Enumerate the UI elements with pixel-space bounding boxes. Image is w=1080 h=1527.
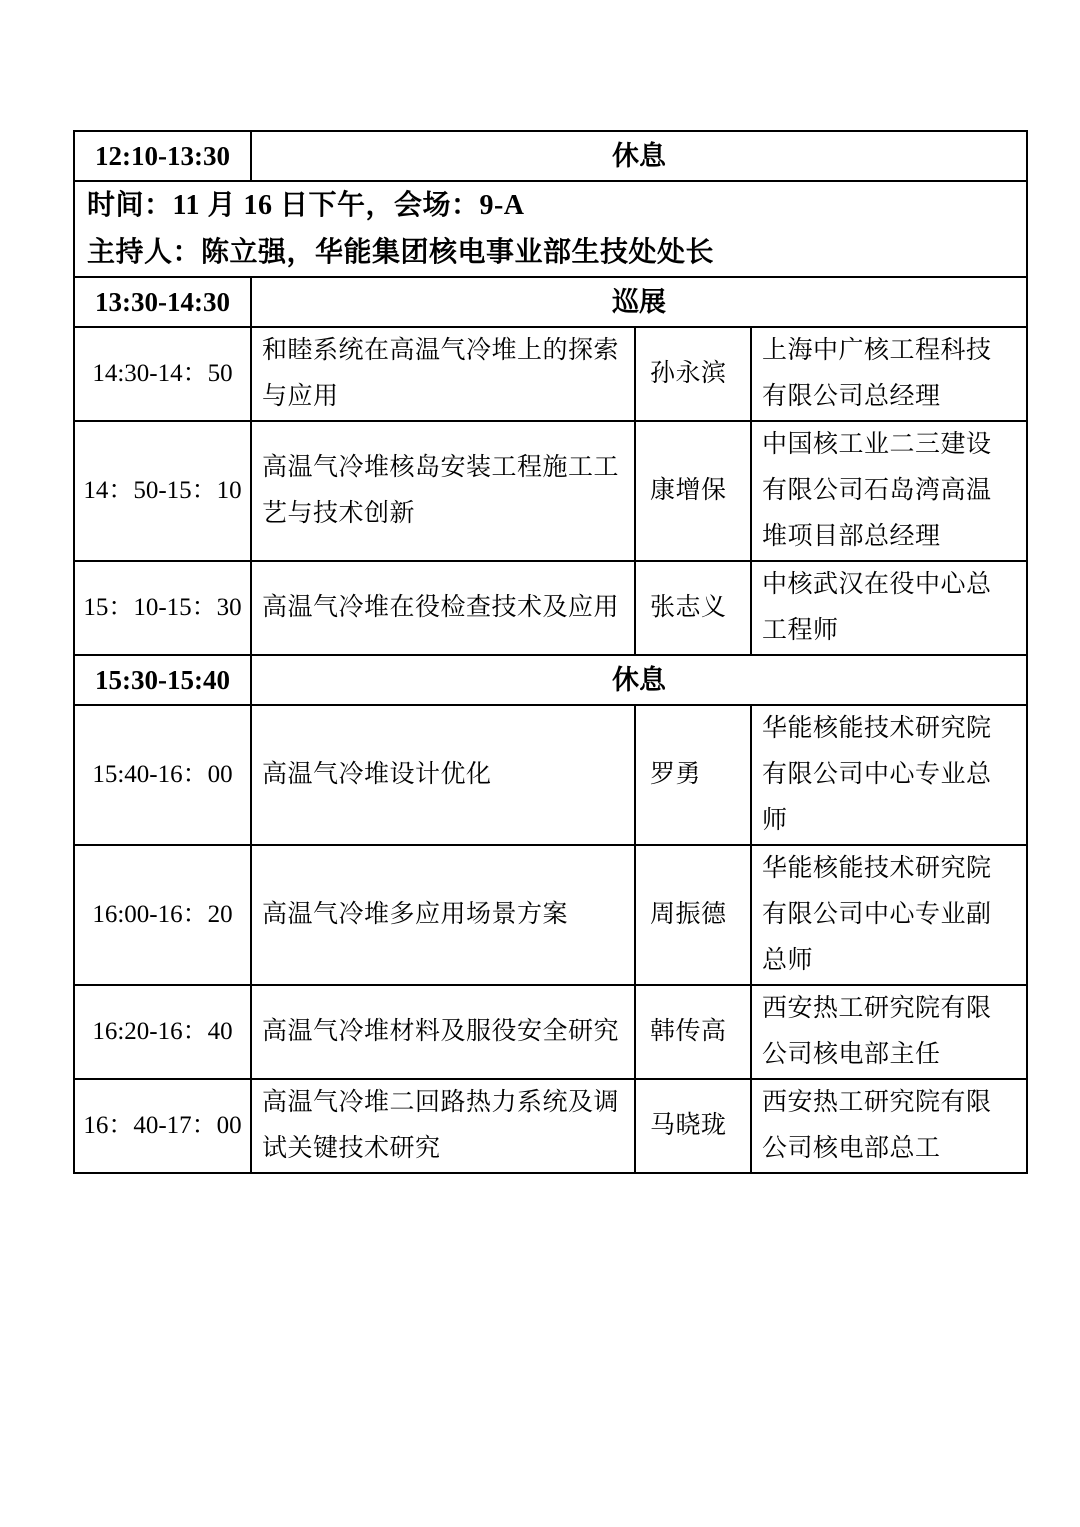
tour-row (74, 277, 1027, 327)
session-speaker: 罗勇 (635, 705, 751, 845)
session-affiliation: 华能核能技术研究院有限公司中心专业总师 (751, 705, 1027, 845)
session-time: 14:30-14：50 (74, 327, 251, 421)
session-chair: 主持人：陈立强，华能集团核电事业部生技处处长 (87, 237, 715, 268)
session-header-cell (74, 181, 1027, 277)
session-affiliation: 上海中广核工程科技有限公司总经理 (751, 327, 1027, 421)
session-header-row (74, 181, 1027, 277)
session-speaker: 周振德 (635, 845, 751, 985)
session-speaker: 韩传高 (635, 985, 751, 1079)
session-affiliation: 中核武汉在役中心总工程师 (751, 561, 1027, 655)
session-time: 14：50-15：10 (74, 421, 251, 561)
break-1-label: 休息 (251, 131, 1027, 181)
session-affiliation: 中国核工业二三建设有限公司石岛湾高温堆项目部总经理 (751, 421, 1027, 561)
session-title: 和睦系统在高温气冷堆上的探索与应用 (251, 327, 635, 421)
session-time-venue: 时间：11 月 16 日下午，会场：9-A (87, 190, 525, 221)
session-affiliation: 华能核能技术研究院有限公司中心专业副总师 (751, 845, 1027, 985)
session-speaker: 张志义 (635, 561, 751, 655)
session-affiliation: 西安热工研究院有限公司核电部总工 (751, 1079, 1027, 1173)
break-2-label: 休息 (251, 655, 1027, 705)
session-row (74, 1079, 1027, 1173)
tour-label: 巡展 (251, 277, 1027, 327)
session-speaker: 孙永滨 (635, 327, 751, 421)
session-row (74, 421, 1027, 561)
session-affiliation: 西安热工研究院有限公司核电部主任 (751, 985, 1027, 1079)
break-1-time: 12:10-13:30 (74, 131, 251, 181)
session-row (74, 705, 1027, 845)
conference-schedule-table (73, 130, 1028, 1174)
session-speaker: 康增保 (635, 421, 751, 561)
session-row (74, 327, 1027, 421)
session-speaker: 马晓珑 (635, 1079, 751, 1173)
session-row (74, 561, 1027, 655)
session-title: 高温气冷堆在役检查技术及应用 (251, 561, 635, 655)
session-title: 高温气冷堆多应用场景方案 (251, 845, 635, 985)
break-2-time: 15:30-15:40 (74, 655, 251, 705)
session-row (74, 845, 1027, 985)
break-row-1 (74, 131, 1027, 181)
session-time: 16:00-16：20 (74, 845, 251, 985)
tour-time: 13:30-14:30 (74, 277, 251, 327)
session-row (74, 985, 1027, 1079)
session-title: 高温气冷堆核岛安装工程施工工艺与技术创新 (251, 421, 635, 561)
session-title: 高温气冷堆材料及服役安全研究 (251, 985, 635, 1079)
session-time: 15：10-15：30 (74, 561, 251, 655)
break-row-2 (74, 655, 1027, 705)
session-time: 16：40-17：00 (74, 1079, 251, 1173)
session-title: 高温气冷堆设计优化 (251, 705, 635, 845)
session-time: 15:40-16：00 (74, 705, 251, 845)
session-title: 高温气冷堆二回路热力系统及调试关键技术研究 (251, 1079, 635, 1173)
session-time: 16:20-16：40 (74, 985, 251, 1079)
